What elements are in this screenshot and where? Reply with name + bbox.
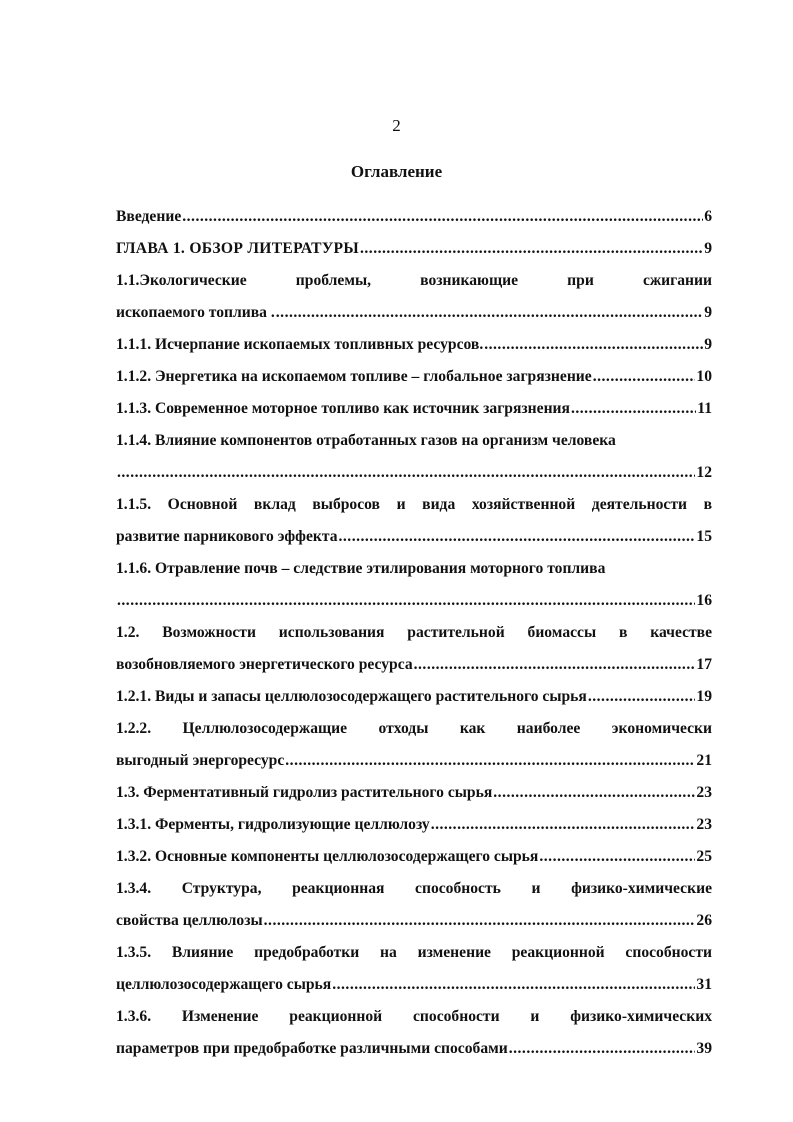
toc-entry[interactable]: [116, 867, 712, 931]
toc-entry[interactable]: [116, 387, 712, 419]
toc-entry-title: параметров при предобработке различными способами: [116, 1040, 508, 1057]
toc-entry-text: 1.3.4. Структура, реакционная способность и физико-химические: [116, 880, 712, 897]
dot-leader: [484, 335, 703, 355]
toc-entry-title: целлюлозосодержащего сырья: [116, 976, 332, 993]
toc-entry[interactable]: [116, 547, 712, 611]
toc-entry[interactable]: [116, 931, 712, 995]
dot-leader: [509, 1039, 696, 1059]
toc-entry-title: развитие парникового эффекта: [116, 528, 338, 545]
page-number: 2: [392, 116, 401, 135]
toc-entry[interactable]: [116, 611, 712, 675]
toc-entry-text: 1.2.2. Целлюлозосодержащие отходы как наиболее экономически: [116, 720, 712, 737]
dot-leader: [332, 975, 695, 995]
dot-leader: [431, 815, 696, 835]
toc-entry[interactable]: [116, 259, 712, 323]
toc-entry[interactable]: [116, 771, 712, 803]
toc-page-number: 31: [696, 976, 712, 993]
dot-leader: [264, 911, 696, 931]
dot-leader: [276, 303, 703, 323]
dot-leader: [493, 783, 695, 803]
dot-leader: [339, 527, 696, 547]
toc-entry-title: 1.3. Ферментативный гидролиз растительного сырья: [116, 784, 493, 801]
toc-entry[interactable]: [116, 675, 712, 707]
toc-entry[interactable]: [116, 483, 712, 547]
dot-leader: [285, 751, 695, 771]
toc-entry-title: 1.3.1. Ферменты, гидролизующие целлюлозу: [116, 816, 430, 833]
toc-entry[interactable]: [116, 995, 712, 1059]
toc-entry[interactable]: [116, 835, 712, 867]
toc-page-number: 9: [704, 304, 712, 321]
toc-entry-title: Введение: [116, 208, 182, 225]
toc-entry-title: 1.1.3. Современное моторное топливо как источник загрязнения: [116, 400, 570, 417]
dot-leader: [117, 591, 695, 611]
toc-entry[interactable]: [116, 803, 712, 835]
toc-entry-text: 1.1.6. Отравление почв – следствие этилирования моторного топлива: [116, 560, 606, 577]
toc-entry-title: выгодный энергоресурс: [116, 752, 285, 769]
toc-entry-title: 1.1.1. Исчерпание ископаемых топливных ресурсов.: [116, 336, 484, 353]
dot-leader: [588, 687, 696, 707]
toc-page-number: 9: [704, 336, 712, 353]
toc-entry-text: 1.1.5. Основной вклад выбросов и вида хозяйственной деятельности в: [116, 496, 712, 513]
toc-page-number: 26: [696, 912, 712, 929]
toc-entry-title: 1.1.2. Энергетика на ископаемом топливе – глобальное загрязнение: [116, 368, 592, 385]
toc-page-number: 21: [696, 752, 712, 769]
toc-page-number: 23: [696, 784, 712, 801]
toc-page-number: 9: [704, 240, 712, 257]
toc-page-number: 25: [696, 848, 712, 865]
table-of-contents: [116, 195, 712, 1059]
toc-page-number: 23: [696, 816, 712, 833]
toc-page-number: 15: [696, 528, 712, 545]
toc-page-number: 16: [696, 592, 712, 609]
dot-leader: [571, 399, 696, 419]
toc-page-number: 17: [696, 656, 712, 673]
toc-entry-title: ископаемого топлива .: [116, 304, 275, 321]
toc-entry-title: 1.2.1. Виды и запасы целлюлозосодержащего растительного сырья: [116, 688, 587, 705]
toc-entry-text: 1.1.Экологические проблемы, возникающие при сжигании: [116, 272, 712, 289]
toc-title: Оглавление: [350, 162, 443, 181]
toc-page-number: 11: [697, 400, 712, 417]
toc-entry[interactable]: [116, 707, 712, 771]
dot-leader: [593, 367, 696, 387]
toc-entry-title: возобновляемого энергетического ресурса: [116, 656, 413, 673]
toc-entry-text: 1.3.6. Изменение реакционной способности и физико-химических: [116, 1008, 712, 1025]
toc-page-number: 39: [696, 1040, 712, 1057]
toc-page-number: 10: [696, 368, 712, 385]
toc-entry[interactable]: [116, 355, 712, 387]
dot-leader: [539, 847, 695, 867]
toc-entry-title: свойства целлюлозы: [116, 912, 263, 929]
toc-entry[interactable]: [116, 323, 712, 355]
toc-entry[interactable]: [116, 227, 712, 259]
toc-page-number: 12: [696, 464, 712, 481]
toc-entry[interactable]: [116, 419, 712, 483]
toc-entry-title: ГЛАВА 1. ОБЗОР ЛИТЕРАТУРЫ: [116, 240, 359, 257]
toc-entry-text: 1.2. Возможности использования растительной биомассы в качестве: [116, 624, 712, 641]
toc-entry-text: 1.1.4. Влияние компонентов отработанных газов на организм человека: [116, 432, 616, 449]
toc-entry-title: 1.3.2. Основные компоненты целлюлозосодержащего сырья: [116, 848, 539, 865]
dot-leader: [360, 239, 703, 259]
dot-leader: [117, 463, 695, 483]
toc-entry[interactable]: [116, 195, 712, 227]
dot-leader: [414, 655, 696, 675]
toc-page-number: 6: [704, 208, 712, 225]
dot-leader: [182, 207, 703, 227]
toc-entry-text: 1.3.5. Влияние предобработки на изменение реакционной способности: [116, 944, 712, 961]
toc-page-number: 19: [696, 688, 712, 705]
